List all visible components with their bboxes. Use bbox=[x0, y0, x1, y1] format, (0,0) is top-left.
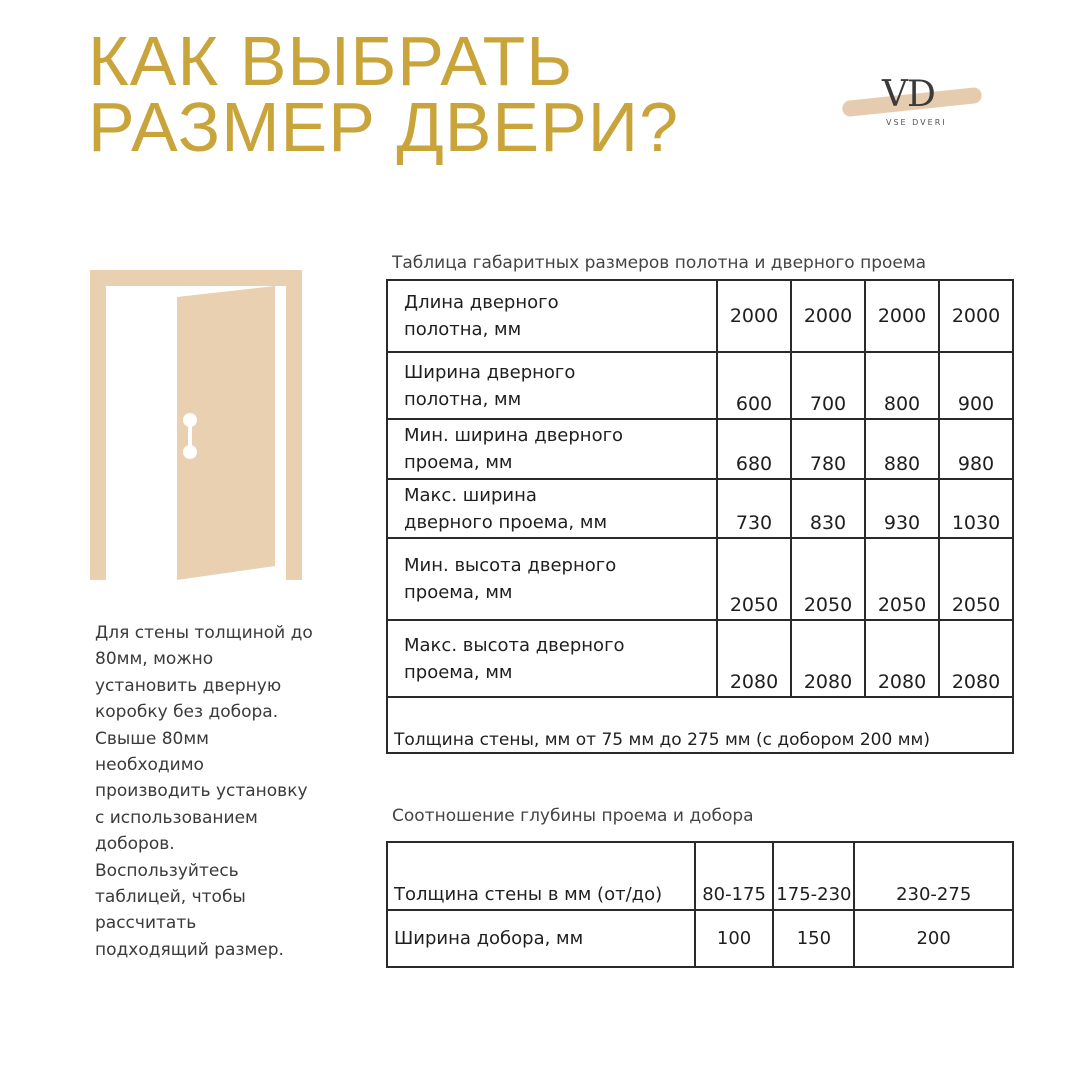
table-cell: 2000 bbox=[717, 280, 791, 352]
table-cell: 1030 bbox=[939, 479, 1013, 538]
table-row bbox=[387, 842, 1013, 910]
table-cell: 2080 bbox=[791, 620, 865, 697]
brand-logo bbox=[838, 74, 988, 132]
logo-brand-name: VSE DVERI bbox=[886, 118, 947, 127]
table-cell: 2080 bbox=[865, 620, 939, 697]
table-cell: 2050 bbox=[865, 538, 939, 620]
table-row bbox=[387, 620, 1013, 697]
row-label: Мин. высота дверного проема, мм bbox=[387, 538, 717, 620]
table-cell: 2050 bbox=[939, 538, 1013, 620]
table-row bbox=[387, 352, 1013, 419]
title-line-2: РАЗМЕР ДВЕРИ? bbox=[88, 88, 680, 166]
table-cell: 2050 bbox=[717, 538, 791, 620]
row-label: Длина дверного полотна, мм bbox=[387, 280, 717, 352]
installation-note: Для стены толщиной до 80мм, можно установить дверную коробку без добора. Свыше 80мм необходимо производить установку с использованием доборов. Воспользуйтесь таблицей, чтобы рассчитать подходящий размер. bbox=[95, 623, 313, 960]
row-label: Макс. ширина дверного проема, мм bbox=[387, 479, 717, 538]
table-cell: 880 bbox=[865, 419, 939, 479]
table-cell: 2000 bbox=[865, 280, 939, 352]
table-cell: 2080 bbox=[717, 620, 791, 697]
table-cell: 800 bbox=[865, 352, 939, 419]
table-row bbox=[387, 538, 1013, 620]
ratio-table bbox=[386, 841, 1014, 968]
sizes-table-caption: Таблица габаритных размеров полотна и дверного проема bbox=[392, 253, 927, 273]
table-footer-row bbox=[387, 697, 1013, 753]
row-label: Ширина дверного полотна, мм bbox=[387, 352, 717, 419]
title-line-1: КАК ВЫБРАТЬ bbox=[88, 22, 574, 100]
table-cell: 600 bbox=[717, 352, 791, 419]
row-label: Мин. ширина дверного проема, мм bbox=[387, 419, 717, 479]
table-cell: 930 bbox=[865, 479, 939, 538]
table-cell: 175-230 bbox=[773, 842, 854, 910]
table-cell: 230-275 bbox=[854, 842, 1013, 910]
table-cell: 100 bbox=[695, 910, 774, 967]
table-cell: 2000 bbox=[791, 280, 865, 352]
sizes-table bbox=[386, 279, 1014, 754]
table-cell: 700 bbox=[791, 352, 865, 419]
door-icon bbox=[90, 270, 302, 580]
row-label: Толщина стены в мм (от/до) bbox=[387, 842, 695, 910]
table-row bbox=[387, 479, 1013, 538]
page-title bbox=[88, 22, 680, 166]
table-row bbox=[387, 280, 1013, 352]
table-row bbox=[387, 910, 1013, 967]
table-cell: 2080 bbox=[939, 620, 1013, 697]
table-cell: 680 bbox=[717, 419, 791, 479]
ratio-table-caption: Соотношение глубины проема и добора bbox=[392, 806, 754, 826]
table-cell: 2000 bbox=[939, 280, 1013, 352]
table-cell: 80-175 bbox=[695, 842, 774, 910]
table-cell: 980 bbox=[939, 419, 1013, 479]
logo-monogram: VD bbox=[882, 74, 935, 115]
table-cell: 2050 bbox=[791, 538, 865, 620]
table-cell: 200 bbox=[854, 910, 1013, 967]
table-cell: 780 bbox=[791, 419, 865, 479]
wall-thickness-note: Толщина стены, мм от 75 мм до 275 мм (с добором 200 мм) bbox=[387, 697, 1013, 753]
table-cell: 730 bbox=[717, 479, 791, 538]
row-label: Макс. высота дверного проема, мм bbox=[387, 620, 717, 697]
table-cell: 830 bbox=[791, 479, 865, 538]
table-row bbox=[387, 419, 1013, 479]
row-label: Ширина добора, мм bbox=[387, 910, 695, 967]
table-cell: 150 bbox=[773, 910, 854, 967]
table-cell: 900 bbox=[939, 352, 1013, 419]
